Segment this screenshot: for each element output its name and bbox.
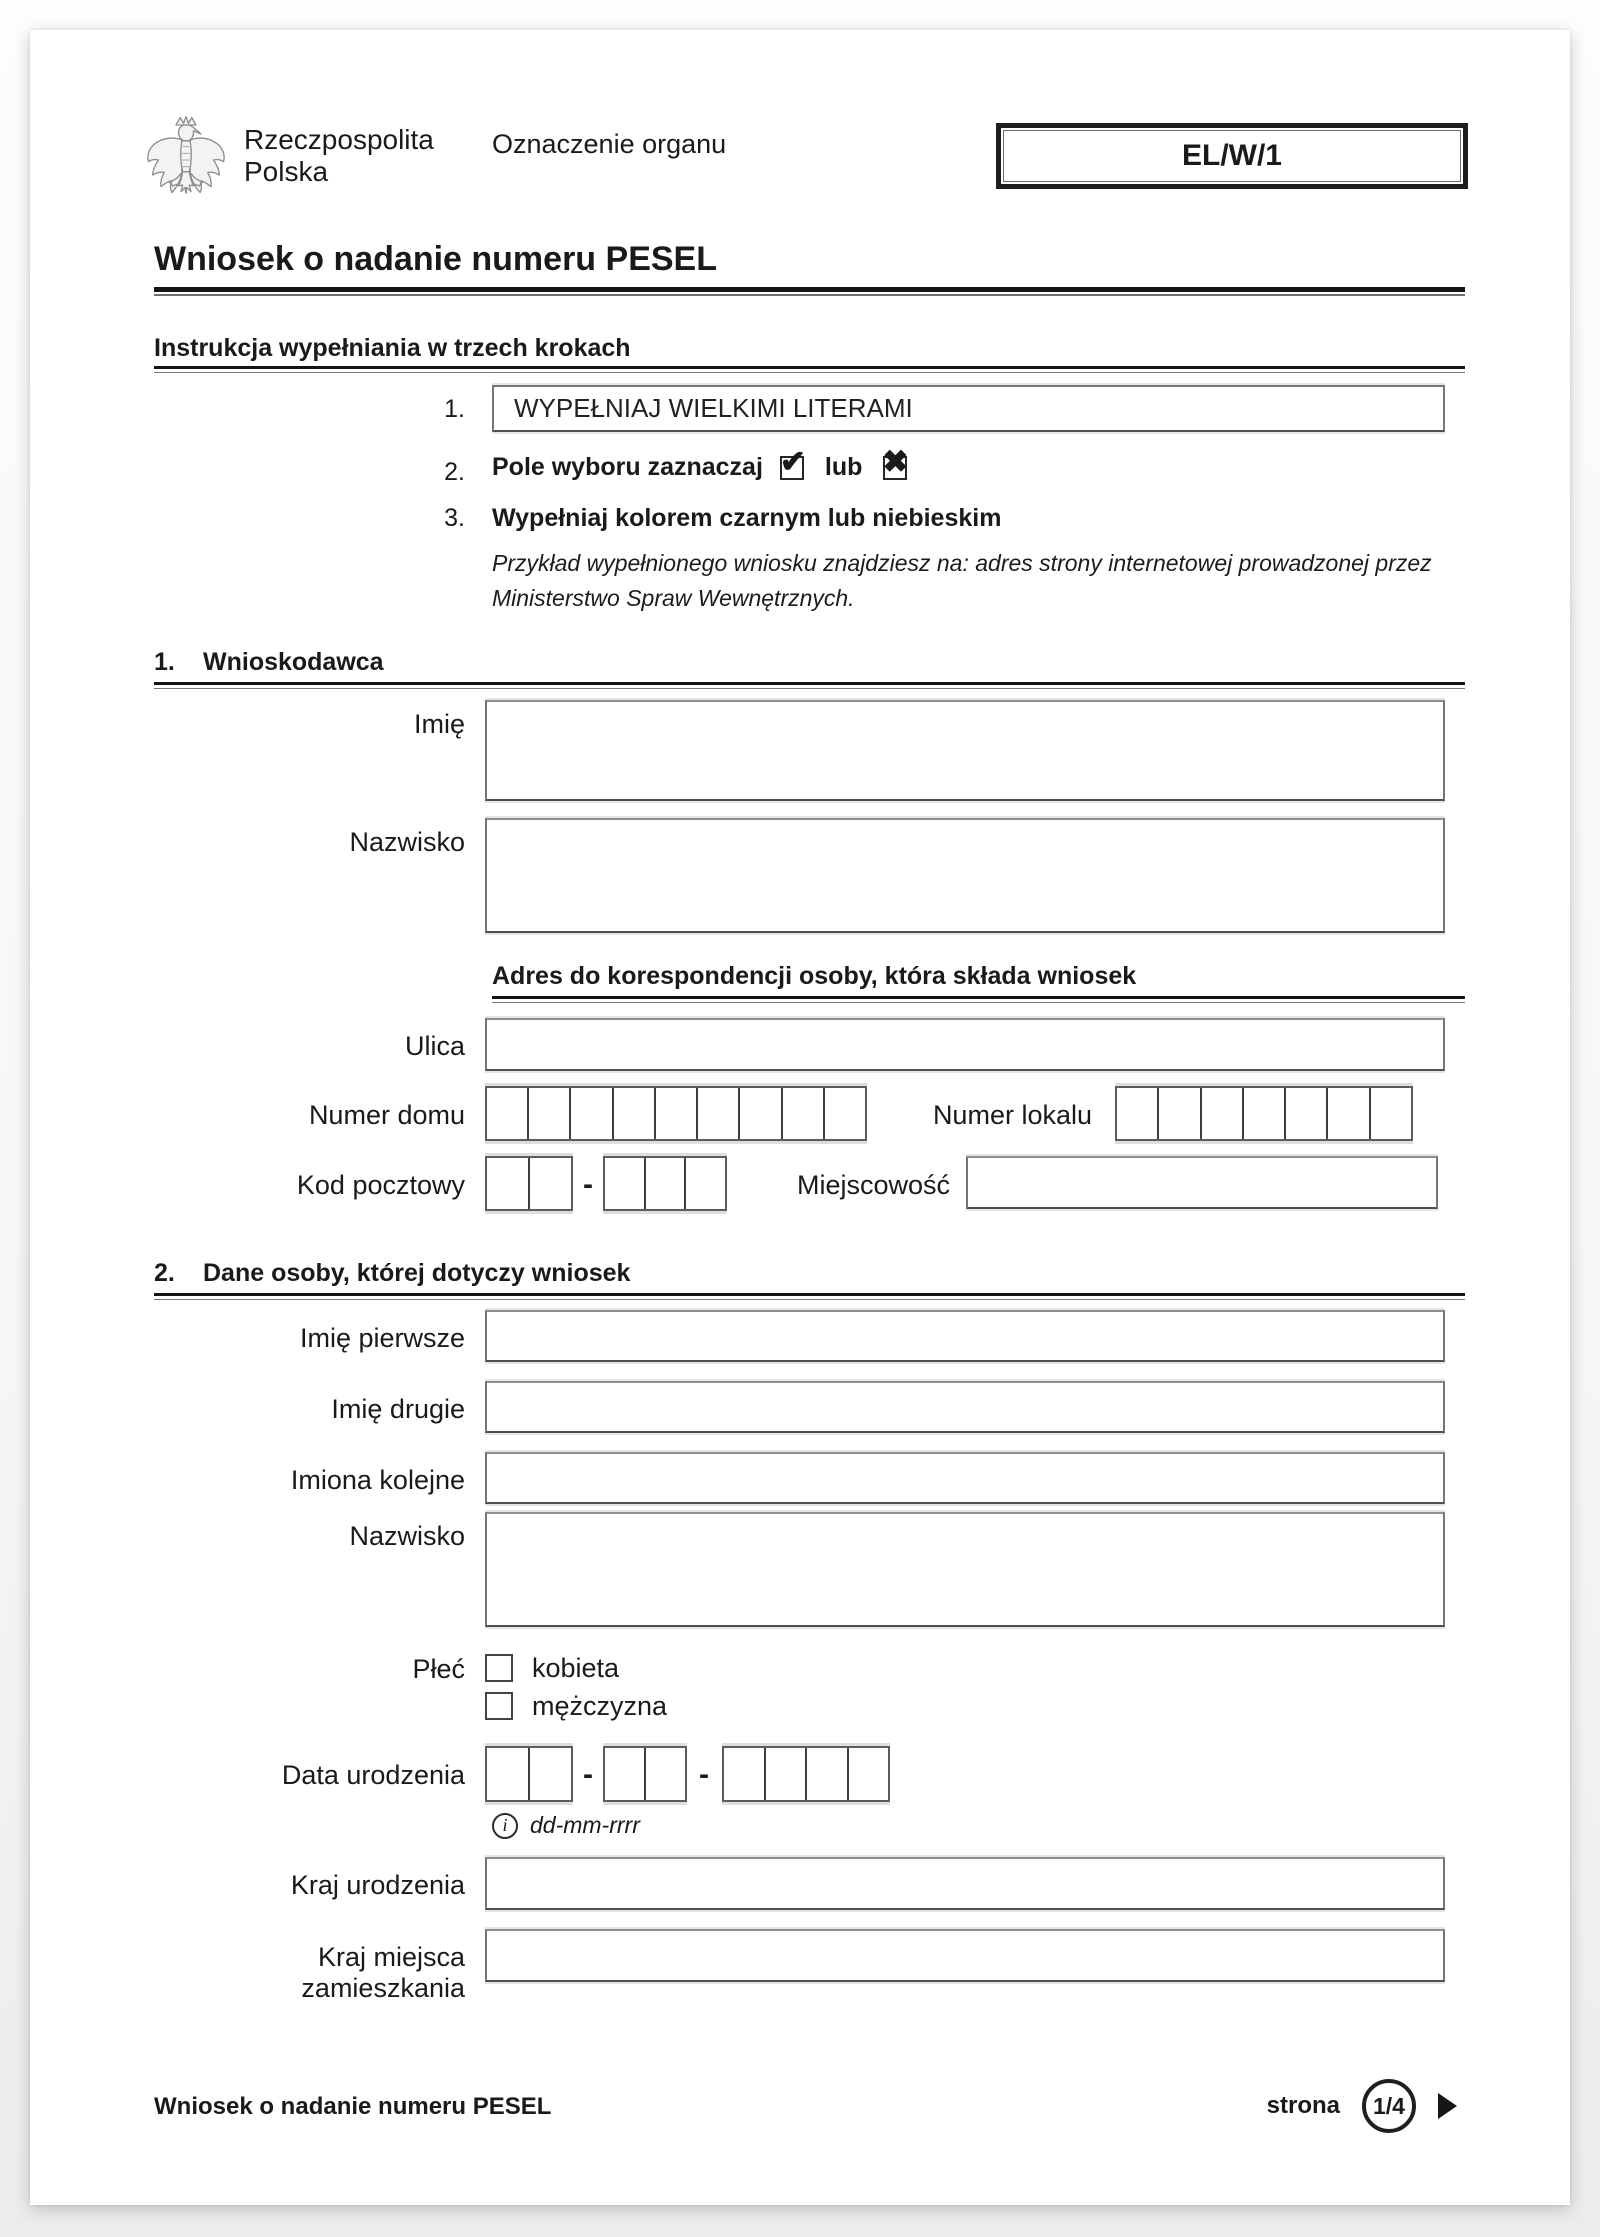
page-indicator-text: 1/4 <box>1373 2092 1405 2119</box>
crossed-checkbox-example <box>882 443 909 480</box>
char-cell[interactable] <box>487 1158 528 1209</box>
char-cell[interactable] <box>569 1088 611 1139</box>
miejscowosc-label: Miejscowość <box>796 1170 950 1200</box>
char-cell[interactable] <box>487 1088 527 1139</box>
data-urodzenia-label: Data urodzenia <box>281 1760 465 1790</box>
char-cell[interactable] <box>605 1158 644 1209</box>
date-format-hint: dd-mm-rrrr <box>530 1812 640 1838</box>
char-cell[interactable] <box>1242 1088 1284 1139</box>
char-cell[interactable] <box>528 1158 571 1209</box>
char-cell[interactable] <box>1284 1088 1326 1139</box>
instruction-or-label: lub <box>824 453 863 481</box>
char-cell[interactable] <box>684 1158 725 1209</box>
title-rule <box>154 287 1465 296</box>
page-indicator-badge <box>1362 2079 1416 2133</box>
char-cell[interactable] <box>696 1088 738 1139</box>
nazwisko-input[interactable] <box>485 818 1445 933</box>
imie-input[interactable] <box>485 700 1445 801</box>
char-cell[interactable] <box>527 1088 569 1139</box>
char-cell[interactable] <box>605 1748 644 1800</box>
imie-drugie-input[interactable] <box>485 1381 1445 1433</box>
caps-instruction-text: WYPEŁNIAJ WIELKIMI LITERAMI <box>514 393 913 423</box>
polish-eagle-emblem <box>144 115 228 215</box>
char-cell[interactable] <box>644 1748 685 1800</box>
kod-pocztowy-grid-a[interactable] <box>485 1156 573 1211</box>
instructions-note: Przykład wypełnionego wniosku znajdziesz na: adres strony internetowej prowadzonej przez Ministerstwo Spraw Wewnętrznych. <box>492 550 1432 611</box>
char-cell[interactable] <box>1117 1088 1157 1139</box>
instruction-step3-number: 3. <box>444 504 465 532</box>
plec-kobieta-checkbox[interactable] <box>485 1654 513 1682</box>
ulica-label: Ulica <box>404 1031 465 1061</box>
address-heading: Adres do korespondencji osoby, która składa wniosek <box>492 962 1137 990</box>
char-cell[interactable] <box>738 1088 780 1139</box>
date-day-grid[interactable] <box>485 1746 573 1802</box>
republic-name: Rzeczpospolita Polska <box>244 124 434 187</box>
caps-instruction-box <box>492 385 1445 432</box>
plec-mezczyzna-label: mężczyzna <box>532 1691 668 1721</box>
section2-heading: Dane osoby, której dotyczy wniosek <box>203 1259 631 1287</box>
kod-pocztowy-grid-b[interactable] <box>603 1156 727 1211</box>
plec-label: Płeć <box>412 1654 465 1684</box>
form-page <box>30 30 1570 2205</box>
char-cell[interactable] <box>1200 1088 1242 1139</box>
char-cell[interactable] <box>644 1158 685 1209</box>
date-month-grid[interactable] <box>603 1746 687 1802</box>
imiona-kolejne-input[interactable] <box>485 1452 1445 1504</box>
char-cell[interactable] <box>823 1088 865 1139</box>
char-cell[interactable] <box>1326 1088 1368 1139</box>
info-icon: i <box>492 1813 518 1839</box>
miejscowosc-input[interactable] <box>966 1156 1438 1209</box>
kraj-miejsca-label: Kraj miejsca zamieszkania <box>301 1942 465 2003</box>
date-year-grid[interactable] <box>722 1746 890 1802</box>
plec-mezczyzna-checkbox[interactable] <box>485 1692 513 1720</box>
instruction-step2-number: 2. <box>444 458 465 486</box>
date-dash-2: - <box>699 1758 709 1791</box>
char-cell[interactable] <box>528 1748 571 1800</box>
char-cell[interactable] <box>654 1088 696 1139</box>
nazwisko2-label: Nazwisko <box>349 1521 465 1551</box>
ulica-input[interactable] <box>485 1018 1445 1071</box>
instruction-step1-number: 1. <box>444 395 465 423</box>
page-title: Wniosek o nadanie numeru PESEL <box>154 240 717 278</box>
char-cell[interactable] <box>724 1748 764 1800</box>
instructions-rule <box>154 366 1465 373</box>
imie-pierwsze-input[interactable] <box>485 1310 1445 1362</box>
form-code-box <box>996 123 1468 189</box>
char-cell[interactable] <box>487 1748 528 1800</box>
section1-number: 1. <box>154 648 175 676</box>
instructions-heading: Instrukcja wypełniania w trzech krokach <box>154 334 631 362</box>
form-code-text: EL/W/1 <box>1181 139 1282 172</box>
section1-rule <box>154 682 1465 689</box>
numer-domu-label: Numer domu <box>308 1100 465 1130</box>
nazwisko-label: Nazwisko <box>349 827 465 857</box>
char-cell[interactable] <box>1157 1088 1199 1139</box>
instruction-step2-text: Pole wyboru zaznaczaj <box>492 453 763 481</box>
char-cell[interactable] <box>805 1748 847 1800</box>
section1-heading: Wnioskodawca <box>203 648 384 676</box>
imie-drugie-label: Imię drugie <box>331 1394 465 1424</box>
imie-pierwsze-label: Imię pierwsze <box>299 1323 465 1353</box>
char-cell[interactable] <box>781 1088 823 1139</box>
instruction-step3-text: Wypełniaj kolorem czarnym lub niebieskim <box>492 504 1002 532</box>
check-icon: ✔ <box>779 443 806 479</box>
date-dash-1: - <box>583 1758 593 1791</box>
section2-number: 2. <box>154 1259 175 1287</box>
section2-rule <box>154 1293 1465 1300</box>
nazwisko2-input[interactable] <box>485 1512 1445 1627</box>
checked-checkbox-example <box>779 443 806 480</box>
organ-designation-label: Oznaczenie organu <box>492 129 727 159</box>
kod-pocztowy-label: Kod pocztowy <box>296 1170 465 1200</box>
char-cell[interactable] <box>612 1088 654 1139</box>
address-rule <box>492 996 1465 1003</box>
kraj-miejsca-input[interactable] <box>485 1929 1445 1982</box>
numer-lokalu-label: Numer lokalu <box>932 1100 1092 1130</box>
kraj-urodzenia-label: Kraj urodzenia <box>290 1870 465 1900</box>
char-cell[interactable] <box>764 1748 806 1800</box>
kraj-urodzenia-input[interactable] <box>485 1857 1445 1910</box>
footer-title: Wniosek o nadanie numeru PESEL <box>154 2093 552 2120</box>
kod-pocztowy-dash: - <box>583 1168 593 1201</box>
numer-domu-grid[interactable] <box>485 1086 867 1141</box>
next-page-arrow-icon <box>1438 2093 1457 2119</box>
char-cell[interactable] <box>847 1748 889 1800</box>
imiona-kolejne-label: Imiona kolejne <box>290 1465 465 1495</box>
numer-lokalu-grid[interactable] <box>1115 1086 1413 1141</box>
imie-label: Imię <box>413 709 465 739</box>
page-word-label: strona <box>1266 2092 1340 2119</box>
char-cell[interactable] <box>1369 1088 1411 1139</box>
cross-icon: ✖ <box>882 443 909 479</box>
plec-kobieta-label: kobieta <box>532 1653 620 1683</box>
